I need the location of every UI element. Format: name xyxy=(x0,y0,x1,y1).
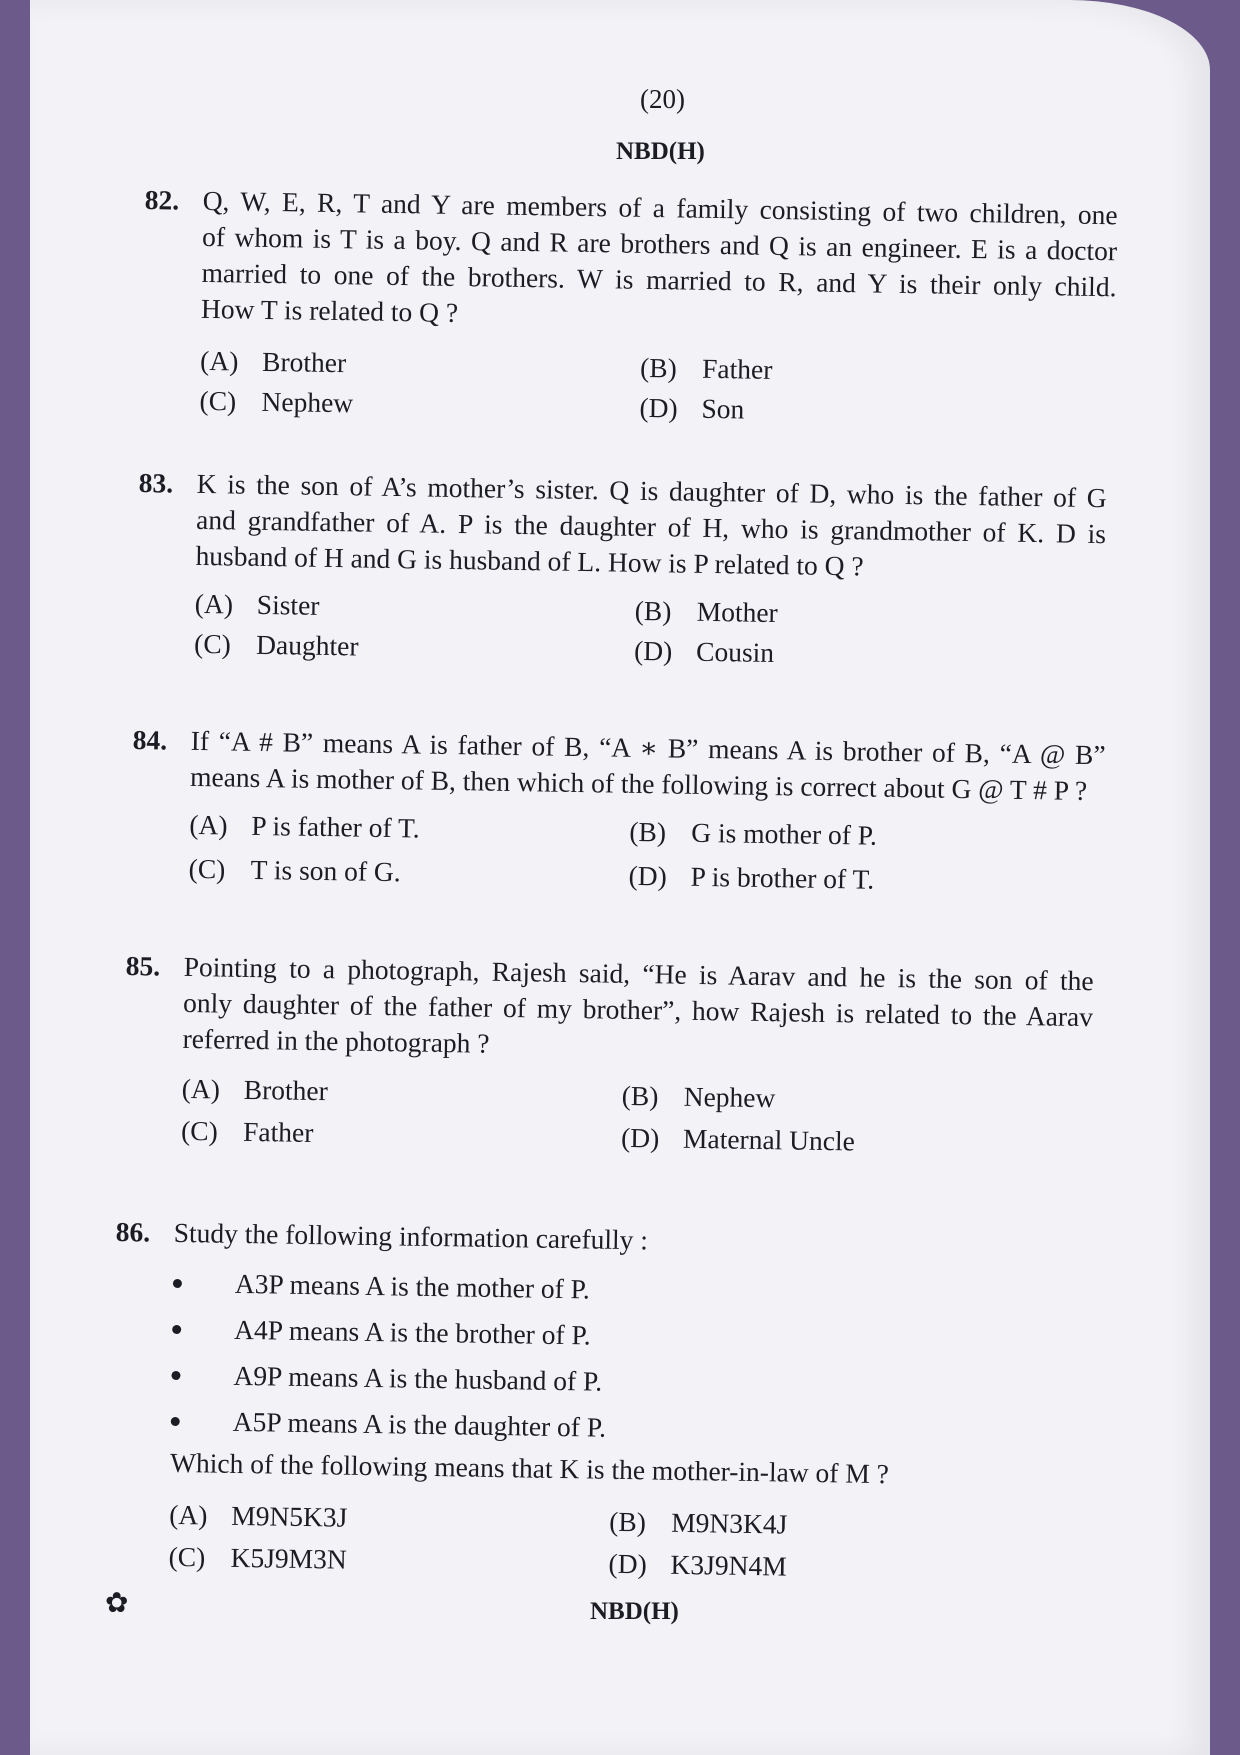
option-label: (A) xyxy=(199,344,239,377)
option-text: Daughter xyxy=(255,628,359,662)
option-label: (A) xyxy=(194,587,234,620)
option-b[interactable] xyxy=(621,1078,775,1116)
question-text xyxy=(201,183,1118,341)
option-label: (A) xyxy=(181,1072,221,1105)
question-line: Study the following information carefully : xyxy=(173,1216,649,1256)
option-text: M9N5K3J xyxy=(231,1499,348,1533)
option-a[interactable] xyxy=(195,586,320,624)
option-c[interactable] xyxy=(188,851,401,890)
option-c[interactable] xyxy=(199,383,353,421)
option-label: (D) xyxy=(633,634,673,667)
option-b[interactable] xyxy=(629,814,877,854)
option-label: (C) xyxy=(180,1114,219,1147)
option-label: (C) xyxy=(193,627,232,660)
option-text: K3J9N4M xyxy=(670,1548,787,1582)
option-text: Brother xyxy=(261,345,347,379)
option-label: (B) xyxy=(629,815,667,848)
info-text: A3P means A is the mother of P. xyxy=(234,1267,591,1305)
info-text: A4P means A is the brother of P. xyxy=(233,1313,591,1351)
option-text: Father xyxy=(242,1115,314,1148)
question-text xyxy=(190,723,1106,809)
option-label: (A) xyxy=(169,1498,208,1531)
paper-code-header: NBD(H) xyxy=(616,138,705,165)
question-line: Pointing to a photograph, Rajesh said, “He is Aarav and he is the son of the xyxy=(183,950,1094,997)
question-line: husband of H and G is husband of L. How is P related to Q ? xyxy=(195,539,864,582)
option-d[interactable] xyxy=(639,390,744,428)
question-text xyxy=(195,466,1107,588)
option-b[interactable] xyxy=(634,593,778,631)
paper-code-footer: NBD(H) xyxy=(590,1598,679,1625)
option-text: Nephew xyxy=(683,1080,776,1114)
option-label: (D) xyxy=(620,1121,660,1154)
option-a[interactable] xyxy=(182,1071,329,1109)
question-number: 86. xyxy=(115,1215,151,1248)
option-label: (B) xyxy=(634,594,672,627)
option-d[interactable] xyxy=(621,1120,855,1160)
option-b[interactable] xyxy=(609,1504,788,1543)
bullet-icon xyxy=(171,1371,180,1380)
bullet-icon xyxy=(171,1417,180,1426)
option-a[interactable] xyxy=(169,1497,348,1536)
question-line: and grandfather of A. P is the daughter of H, who is grandmother of K. D is xyxy=(195,503,1107,550)
question-text xyxy=(182,949,1094,1071)
option-d[interactable] xyxy=(628,858,874,898)
bullet-icon xyxy=(173,1279,182,1288)
option-text: Sister xyxy=(256,588,320,621)
question-prompt: Which of the following means that K is the mother-in-law of M ? xyxy=(169,1446,890,1490)
option-c[interactable] xyxy=(194,626,359,665)
question-number: 85. xyxy=(125,949,161,982)
option-text: T is son of G. xyxy=(250,853,401,888)
option-label: (B) xyxy=(639,351,678,384)
bullet-icon xyxy=(172,1325,181,1334)
option-text: P is brother of T. xyxy=(690,860,875,895)
question-line: only daughter of the father of my brother”, how Rajesh is related to the Aarav xyxy=(182,986,1094,1033)
option-label: (B) xyxy=(608,1505,647,1538)
option-b[interactable] xyxy=(640,350,773,388)
option-text: P is father of T. xyxy=(251,809,420,844)
option-label: (D) xyxy=(639,391,678,424)
option-text: M9N3K4J xyxy=(670,1506,788,1540)
option-label: (A) xyxy=(189,808,228,841)
option-text: Son xyxy=(701,392,745,425)
option-text: G is mother of P. xyxy=(691,816,878,851)
option-label: (D) xyxy=(608,1547,648,1580)
option-a[interactable] xyxy=(189,807,420,847)
option-d[interactable] xyxy=(608,1546,787,1585)
page-number: (20) xyxy=(640,84,685,114)
option-label: (C) xyxy=(168,1540,206,1573)
option-text: Maternal Uncle xyxy=(682,1122,856,1157)
question-line: married to one of the brothers. W is married to R, and Y is their only child. xyxy=(201,256,1117,303)
option-c[interactable] xyxy=(181,1113,314,1151)
info-text: A5P means A is the daughter of P. xyxy=(232,1405,607,1443)
option-text: Father xyxy=(701,352,773,385)
question-line: Q, W, E, R, T and Y are members of a family consisting of two children, one xyxy=(202,184,1118,231)
option-text: Mother xyxy=(696,595,778,629)
info-text: A9P means A is the husband of P. xyxy=(233,1359,603,1397)
option-label: (C) xyxy=(188,852,226,885)
question-number: 82. xyxy=(144,183,180,216)
question-line: referred in the photograph ? xyxy=(182,1022,490,1059)
question-line: If “A # B” means A is father of B, “A ∗ B” means A is brother of B, “A @ B” xyxy=(190,724,1106,771)
question-line: K is the son of A’s mother’s sister. Q is daughter of D, who is the father of G xyxy=(196,467,1107,514)
option-label: (D) xyxy=(628,859,668,892)
flower-icon: ✿ xyxy=(105,1588,129,1619)
option-text: Nephew xyxy=(261,385,354,419)
option-label: (B) xyxy=(621,1079,659,1112)
option-text: K5J9M3N xyxy=(230,1541,347,1575)
option-label: (C) xyxy=(199,384,237,417)
question-line: means A is mother of B, then which of the following is correct about G @ T # P ? xyxy=(189,760,1088,806)
question-number: 83. xyxy=(138,466,174,499)
option-c[interactable] xyxy=(168,1539,347,1578)
option-text: Brother xyxy=(243,1073,329,1107)
option-a[interactable] xyxy=(200,343,347,381)
question-line: of whom is T is a boy. Q and R are brothers and Q is an engineer. E is a doctor xyxy=(201,220,1118,267)
option-d[interactable] xyxy=(634,633,774,671)
question-number: 84. xyxy=(132,723,168,756)
question-line: How T is related to Q ? xyxy=(200,292,459,328)
option-text: Cousin xyxy=(695,635,775,668)
